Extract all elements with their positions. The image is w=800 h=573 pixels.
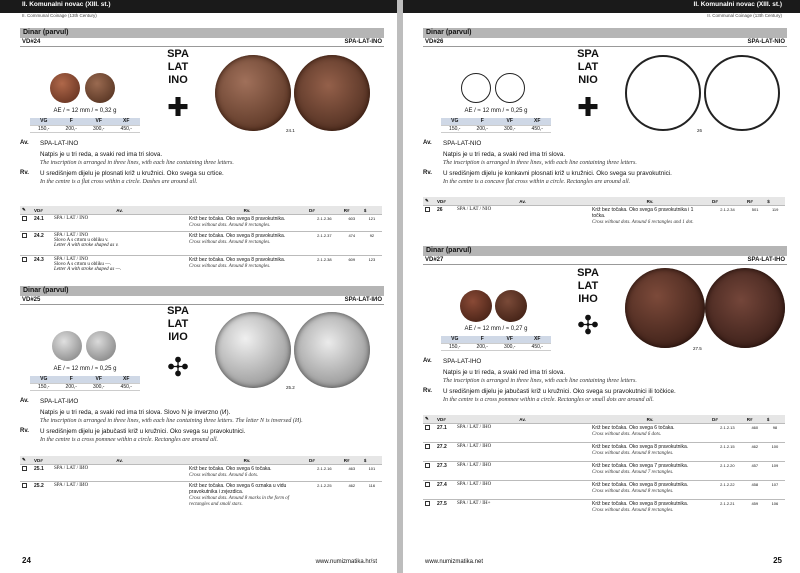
type-code: SPA-LAT-IHO bbox=[747, 257, 785, 263]
coin-caption: AE / ≈ 12 mm / ≈ 0,25 g bbox=[53, 366, 117, 372]
checkbox[interactable] bbox=[425, 207, 430, 212]
reverse-thumb bbox=[495, 290, 527, 322]
cross-icon: ✚ bbox=[577, 92, 599, 122]
table-row: 27.5 SPA / LAT / IH+ Križ bez točaka. Oko svega 8 pravokutnika. Cross without dots. Around 8 rectangles. 2.1.2.21 459 106 bbox=[423, 500, 785, 519]
obverse-thumb bbox=[52, 331, 82, 361]
large-obverse bbox=[215, 55, 291, 131]
grade-prices: VG F VF XF 150,- 200,- 300,- 450,- bbox=[30, 376, 140, 391]
table-row: 24.3 SPA / LAT / INO Slovo A s crtom u obliku —. Letter A with stroke shaped as —. Križ bez točaka. Oko svega 8 pravokutnika. Cross without dots. Around 8 rectangles. 2.1.2.38 609 123 bbox=[20, 256, 382, 280]
section-title: Dinar (parvul) bbox=[423, 28, 787, 38]
coin-label: 24.1 bbox=[286, 128, 295, 133]
legend-diagram: SPA LAT IHO bbox=[577, 267, 599, 305]
large-reverse-drawing bbox=[704, 55, 780, 131]
checkbox[interactable] bbox=[22, 483, 27, 488]
vd-row bbox=[20, 296, 384, 305]
large-obverse bbox=[625, 268, 705, 348]
coin-caption: AE / ≈ 12 mm / ≈ 0,25 g bbox=[464, 108, 528, 114]
section-vd26 bbox=[423, 28, 787, 47]
footer-url[interactable]: www.numizmatika.net bbox=[425, 559, 484, 565]
large-obverse-drawing bbox=[625, 55, 701, 131]
section-vd25 bbox=[20, 286, 384, 305]
table-row: 25.2 SPA / LAT / IИO Križ bez točaka. Oko svega 6 oznaka u vidu pravokutnika i zvjezdica. Cross without dots. Around 8 marks in the form of rectangles and small stars. 2.1.2.25 462 116 bbox=[20, 482, 382, 510]
section-vd24 bbox=[20, 28, 384, 47]
vd-row bbox=[20, 38, 384, 47]
reverse-thumb bbox=[85, 73, 115, 103]
table-row: 27.1 SPA / LAT / IHO Križ bez točaka. Oko svega 6 točaka. Cross without dots. Around 6 dots. 2.1.2.13 460 98 bbox=[423, 424, 785, 443]
table-row: 26 SPA / LAT / NIO Križ bez točaka. Oko svega 6 pravokutnika i 1 točka. Cross without dots. Around 6 rectangles and 1 dot. 2.1.2.34 501 119 bbox=[423, 206, 785, 234]
large-obverse bbox=[215, 312, 291, 388]
obverse-drawing bbox=[461, 73, 491, 103]
page-number: 24 bbox=[22, 556, 31, 565]
table-row: 27.4 SPA / LAT / IHO Križ bez točaka. Oko svega 8 pravokutnika. Cross without dots. Around 8 rectangles. 2.1.2.22 458 107 bbox=[423, 481, 785, 500]
chapter-title: II. Komunalni novac (XIII. st.) bbox=[22, 1, 111, 8]
footer-url[interactable]: www.numizmatika.hr/st bbox=[315, 559, 377, 565]
grade-prices: VG F VF XF 150,- 200,- 300,- 450,- bbox=[441, 118, 551, 133]
large-reverse bbox=[294, 312, 370, 388]
grade-prices: VG F VF XF 150,- 200,- 300,- 450,- bbox=[441, 336, 551, 351]
checkbox[interactable] bbox=[22, 466, 27, 471]
variants-table-vd26: ✎ VD# Av. Rv. D# R# $ 26 SPA / LAT / NIO Križ bez točaka. Oko svega 6 pravokutnika i 1 točka. Cross without dots. Around 6 rectangles and 1 dot. 2.1.2.34 501 119 bbox=[423, 197, 785, 234]
obverse-thumb bbox=[460, 290, 492, 322]
table-row: 24.2 SPA / LAT / INO Slovo A s crtom u obliku v. Letter A with stroke shaped as v. Križ bez točaka. Oko svega 8 pravokutnika. Cross without dots. Around 8 rectangles. 2.1.2.37 474 92 bbox=[20, 232, 382, 256]
description-vd26: Av. SPA-LAT-NIO Natpis je u tri reda, a svaki red ima tri slova. The inscription is arranged in three lines, with each line containing three letters. Rv. U središnjem dijelu je konkavni plosnati križ u kružnici. Oko svega su pravokutnici. In the centre is a concave flat cross within a circle. Rectangles are around all. bbox=[423, 140, 672, 185]
section-title: Dinar (parvul) bbox=[423, 246, 787, 256]
chapter-subtitle: II. Communal Coinage (13th Century) bbox=[22, 13, 97, 18]
coin-label: 27.5 bbox=[693, 346, 702, 351]
description-vd25: Av. SPA-LAT-IИO Natpis je u tri reda, a svaki red ima tri slova. Slovo N je inverzno (И). The inscription is arranged in three lines, with each line containing three letters. The letter N is inversed (И). Rv. U središnjem dijelu je jabučasti križ u kružnici. Oko svega su pravokutnici. In the centre is a cross pommee within a circle. Rectangles are around all. bbox=[20, 398, 303, 443]
checkbox[interactable] bbox=[22, 233, 27, 238]
vd-row bbox=[423, 38, 787, 47]
description-vd27: Av. SPA-LAT-IHO Natpis je u tri reda, a svaki red ima tri slova. The inscription is arranged in three lines, with each line containing three letters. Rv. U središnjem dijelu je jabučasti križ u kružnici. Oko svega su pravokutnici ili točkice. In the centre is a cross pommee within a circle. Rectangles or small dots are around all. bbox=[423, 358, 676, 403]
coin-label: 26 bbox=[697, 128, 703, 133]
vd-number: VD#26 bbox=[425, 39, 444, 45]
cross-pommee-icon: ✣ bbox=[167, 352, 189, 382]
section-title: Dinar (parvul) bbox=[20, 28, 384, 38]
checkbox[interactable] bbox=[425, 425, 430, 430]
variants-table-vd24: ✎ VD# Av. Rv. D# R# $ 24.1 SPA / LAT / INO Križ bez točaka. Oko svega 8 pravokutnika. Cross without dots. Around 8 rectangles. 2.1.2.36 603 121 24.2 SPA / LAT / INO Slovo A s crtom u obliku v. Letter A with stroke shaped as v. Križ bez točaka. Oko svega 8 pravokutnika. Cross without dots. Around 8 rectangles. 2.1.2.37 474 92 24.3 SPA / LAT / INO Slovo A s crtom u obliku —. Letter A with stroke shaped as —. Križ bez točaka. Oko svega 8 pravokutnika. Cross without dots. Around 8 rectangles. 2.1.2.38 609 123 bbox=[20, 206, 382, 280]
type-code: SPA-LAT-INO bbox=[344, 39, 382, 45]
type-code: SPA-LAT-NIO bbox=[747, 39, 785, 45]
coin-caption: AE / ≈ 12 mm / ≈ 0,32 g bbox=[53, 108, 117, 114]
checkbox[interactable] bbox=[22, 216, 27, 221]
description-vd24: Av. SPA-LAT-INO Natpis je u tri reda, a svaki red ima tri slova. The inscription is arranged in three lines, with each line containing three letters. Rv. U središnjem dijelu je plosnati križ u kružnici. Oko svega su crtice. In the centre is a flat cross within a circle. Dashes are around all. bbox=[20, 140, 234, 185]
table-row: 27.3 SPA / LAT / IHO Križ bez točaka. Oko svega 7 pravokutnika. Cross without dots. Around 7 rectangles. 2.1.2.20 457 109 bbox=[423, 462, 785, 481]
header-bar bbox=[403, 0, 800, 13]
cross-icon: ✚ bbox=[167, 92, 189, 122]
header-bar bbox=[0, 0, 397, 13]
legend-diagram: SPA LAT INO bbox=[167, 48, 189, 86]
vd-number: VD#25 bbox=[22, 297, 41, 303]
table-row: 24.1 SPA / LAT / INO Križ bez točaka. Oko svega 8 pravokutnika. Cross without dots. Around 8 rectangles. 2.1.2.36 603 121 bbox=[20, 215, 382, 232]
left-page bbox=[0, 0, 397, 573]
checkbox[interactable] bbox=[425, 482, 430, 487]
checkbox[interactable] bbox=[425, 501, 430, 506]
vd-number: VD#24 bbox=[22, 39, 41, 45]
cross-pommee-icon: ✣ bbox=[577, 310, 599, 340]
checkbox[interactable] bbox=[425, 463, 430, 468]
legend-diagram: SPA LAT IИO bbox=[167, 305, 189, 343]
chapter-subtitle: II. Communal Coinage (13th Century) bbox=[707, 13, 782, 18]
table-row: 25.1 SPA / LAT / IИO Križ bez točaka. Oko svega 6 točaka. Cross without dots. Around 6 dots. 2.1.2.16 463 101 bbox=[20, 465, 382, 482]
checkbox[interactable] bbox=[22, 257, 27, 262]
grade-prices: VG F VF XF 150,- 200,- 300,- 450,- bbox=[30, 118, 140, 133]
reverse-thumb bbox=[86, 331, 116, 361]
coin-caption: AE / ≈ 12 mm / ≈ 0,27 g bbox=[464, 326, 528, 332]
vd-row bbox=[423, 256, 787, 265]
table-row: 27.2 SPA / LAT / IHO Križ bez točaka. Oko svega 8 pravokutnika. Cross without dots. Around 8 rectangles. 2.1.2.15 462 100 bbox=[423, 443, 785, 462]
coin-label: 25.2 bbox=[286, 385, 295, 390]
large-reverse bbox=[294, 55, 370, 131]
section-title: Dinar (parvul) bbox=[20, 286, 384, 296]
page-number: 25 bbox=[773, 556, 782, 565]
type-code: SPA-LAT-IИO bbox=[344, 297, 382, 303]
vd-number: VD#27 bbox=[425, 257, 444, 263]
section-vd27 bbox=[423, 246, 787, 265]
variants-table-vd25: ✎ VD# Av. Rv. D# R# $ 25.1 SPA / LAT / IИO Križ bez točaka. Oko svega 6 točaka. Cross without dots. Around 6 dots. 2.1.2.16 463 101 25.2 SPA / LAT / IИO Križ bez točaka. Oko svega 6 oznaka u vidu pravokutnika i zvjezdica. Cross without dots. Around 8 marks in the form of rectangles and small stars. 2.1.2.25 462 116 bbox=[20, 456, 382, 510]
checkbox[interactable] bbox=[425, 444, 430, 449]
chapter-title: II. Komunalni novac (XIII. st.) bbox=[693, 1, 782, 8]
legend-diagram: SPA LAT NIO bbox=[577, 48, 599, 86]
variants-table-vd27: ✎ VD# Av. Rv. D# R# $ 27.1 SPA / LAT / IHO Križ bez točaka. Oko svega 6 točaka. Cross without dots. Around 6 dots. 2.1.2.13 460 98 27.2 SPA / LAT / IHO Križ bez točaka. Oko svega 8 pravokutnika. Cross without dots. Around 8 rectangles. 2.1.2.15 462 100 27.3 SPA / LAT / IHO Križ bez točaka. Oko svega 7 pravokutnika. Cross without dots. Around 7 rectangles. 2.1.2.20 457 109 27.4 SPA / LAT / IHO Križ bez točaka. Oko svega 8 pravokutnika. Cross without dots. Around 8 rectangles. 2.1.2.22 458 107 27.5 SPA / LAT / IH+ Križ bez točaka. Oko svega 8 pravokutnika. Cross without dots. Around 8 rectangles. 2.1.2.21 459 106 bbox=[423, 415, 785, 519]
right-page bbox=[403, 0, 800, 573]
large-reverse bbox=[705, 268, 785, 348]
reverse-drawing bbox=[495, 73, 525, 103]
obverse-thumb bbox=[50, 73, 80, 103]
